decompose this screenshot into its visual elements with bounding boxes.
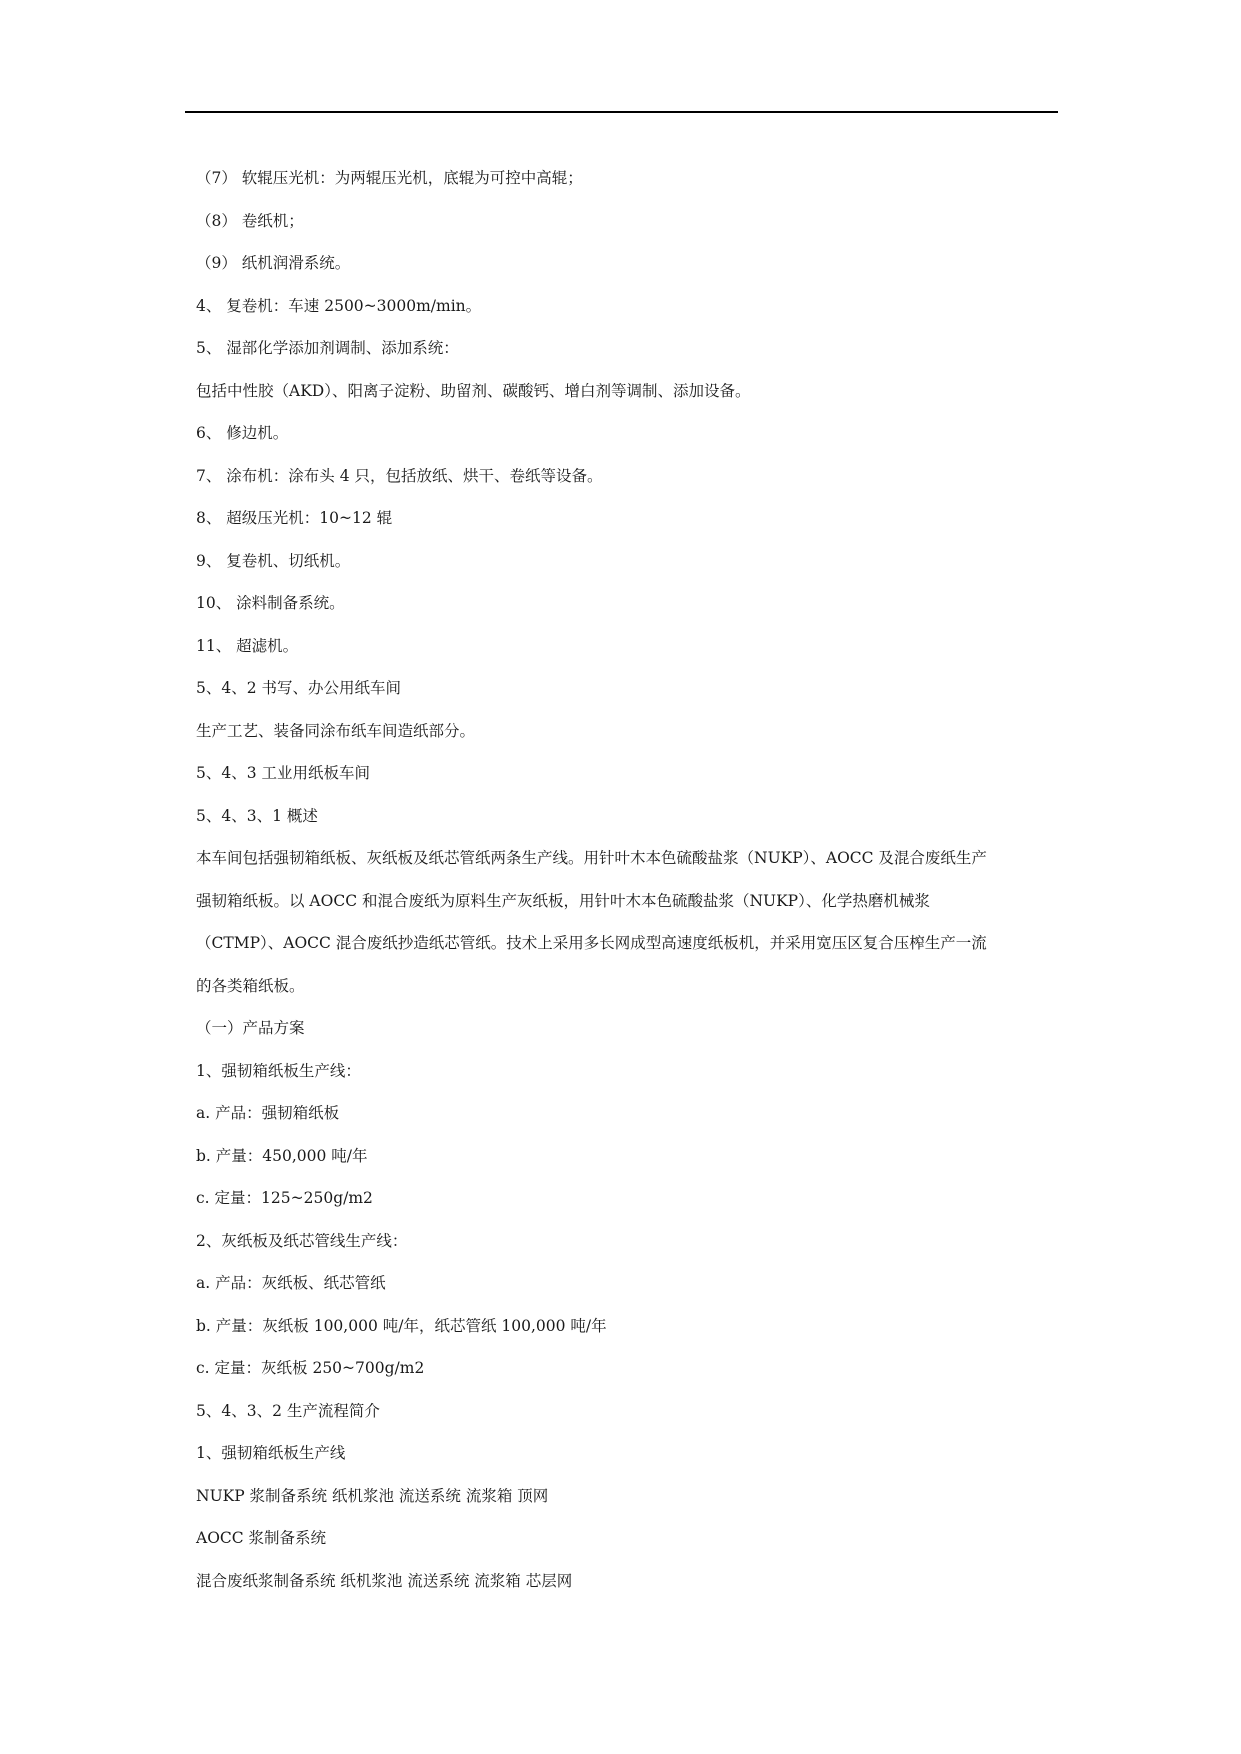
text-line: b. 产量：灰纸板 100,000 吨/年，纸芯管纸 100,000 吨/年 [196, 1316, 607, 1335]
text-line: 11、 超滤机。 [196, 636, 299, 655]
text-line: 4、 复卷机：车速 2500~3000m/min。 [196, 296, 482, 315]
paragraph-line: （CTMP）、AOCC 混合废纸抄造纸芯管纸。技术上采用多长网成型高速度纸板机，并采用宽压区复合压榨生产一流 [196, 934, 987, 952]
text-line: 7、 涂布机：涂布头 4 只，包括放纸、烘干、卷纸等设备。 [196, 466, 603, 485]
text-line: a. 产品：强韧箱纸板 [196, 1104, 340, 1122]
section-heading: 5、4、3、2 生产流程简介 [196, 1401, 380, 1420]
text-line: （7） 软辊压光机：为两辊压光机，底辊为可控中高辊； [196, 169, 583, 187]
text-line: （8） 卷纸机； [196, 211, 304, 230]
text-line: 1、强韧箱纸板生产线 [196, 1444, 346, 1462]
header-rule [185, 111, 1058, 113]
text-line: 包括中性胶（AKD）、阳离子淀粉、助留剂、碳酸钙、增白剂等调制、添加设备。 [196, 381, 751, 400]
section-heading: （一）产品方案 [196, 1019, 305, 1037]
flow-line: NUKP 浆制备系统 纸机浆池 流送系统 流浆箱 顶网 [196, 1486, 549, 1505]
section-heading: 5、4、2 书写、办公用纸车间 [196, 679, 402, 697]
text-line: 生产工艺、装备同涂布纸车间造纸部分。 [196, 721, 476, 740]
section-heading: 5、4、3、1 概述 [196, 806, 318, 825]
text-line: 9、 复卷机、切纸机。 [196, 551, 351, 570]
text-line: 6、 修边机。 [196, 424, 289, 442]
document-body [196, 157, 1056, 1602]
flow-line: 混合废纸浆制备系统 纸机浆池 流送系统 流浆箱 芯层网 [196, 1571, 573, 1590]
paragraph-line: 强韧箱纸板。以 AOCC 和混合废纸为原料生产灰纸板，用针叶木本色硫酸盐浆（NUKP）、化学热磨机械浆 [196, 891, 930, 910]
text-line: c. 定量：灰纸板 250~700g/m2 [196, 1359, 425, 1377]
text-line: a. 产品：灰纸板、纸芯管纸 [196, 1274, 386, 1292]
text-line: 1、强韧箱纸板生产线： [196, 1061, 361, 1080]
section-heading: 5、4、3 工业用纸板车间 [196, 764, 371, 782]
flow-line: AOCC 浆制备系统 [196, 1529, 327, 1547]
text-line: 5、 湿部化学添加剂调制、添加系统： [196, 339, 459, 357]
text-line: b. 产量：450,000 吨/年 [196, 1146, 368, 1165]
text-line: c. 定量：125~250g/m2 [196, 1189, 373, 1207]
text-line: 2、灰纸板及纸芯管线生产线： [196, 1231, 408, 1250]
paragraph-line: 本车间包括强韧箱纸板、灰纸板及纸芯管纸两条生产线。用针叶木本色硫酸盐浆（NUKP）、AOCC 及混合废纸生产 [196, 849, 987, 867]
text-line: （9） 纸机润滑系统。 [196, 254, 351, 272]
text-line: 8、 超级压光机：10~12 辊 [196, 509, 393, 527]
text-line: 10、 涂料制备系统。 [196, 594, 345, 612]
paragraph-line: 的各类箱纸板。 [196, 976, 305, 995]
